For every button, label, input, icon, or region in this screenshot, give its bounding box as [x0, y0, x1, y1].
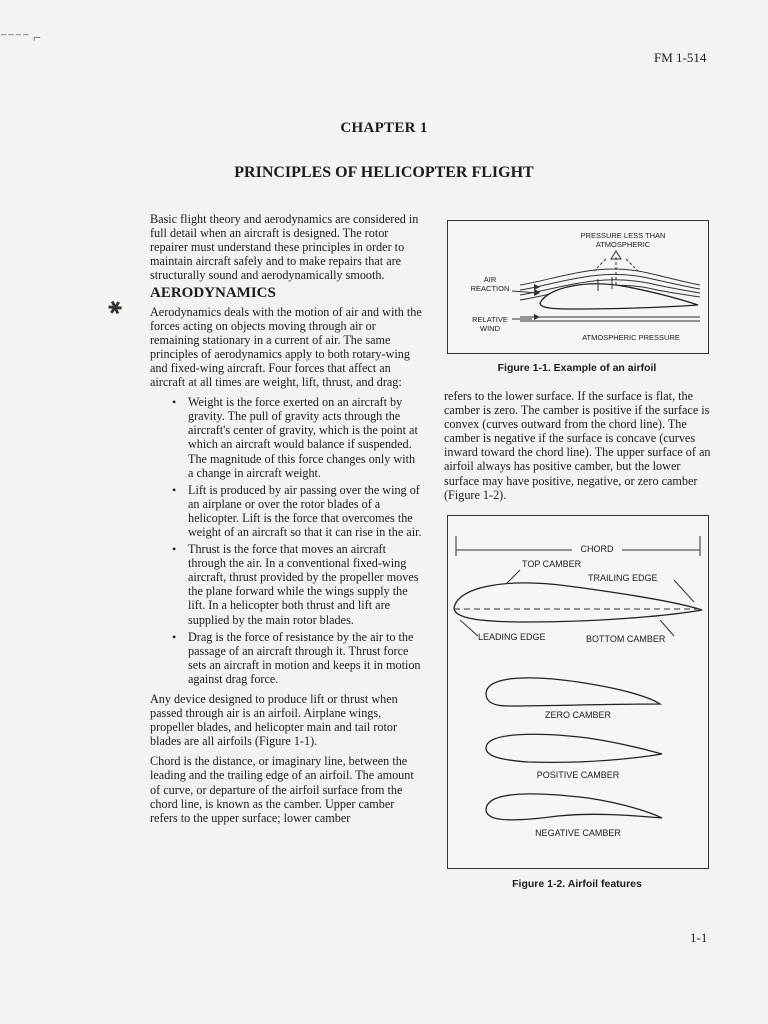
label-zero-camber: ZERO CAMBER [544, 710, 611, 720]
chord-paragraph: Chord is the distance, or imaginary line, between the leading and the trailing edge of an airfoil. The amount of curve, or departure of the airfoil surface from the chord line, is known as the camber. Upper camber refers to the upper surface; lower camber [150, 754, 414, 825]
list-item-weight: • Weight is the force exerted on an aircraft by gravity. The pull of gravity acts through the aircraft's center of gravity, which is the point at which an aircraft would balance if suspended. The magnitude of this force changes only with a change in aircraft weight. [150, 395, 422, 480]
document-code: FM 1-514 [654, 50, 707, 65]
label-air-reaction: AIR REACTION [470, 275, 510, 293]
page-title: PRINCIPLES OF HELICOPTER FLIGHT [234, 164, 534, 181]
label-relative-wind: RELATIVE WIND [472, 315, 508, 333]
label-leading-edge: LEADING EDGE [478, 632, 546, 642]
camber-paragraph: refers to the lower surface. If the surface is flat, the camber is zero. The camber is positive if the surface is convex (curves outward from the chord line). The camber is negative if the surface is concave (curves inward toward the chord line). The upper surface of an airfoil always has positive camber, but the lower surface may have positive, negative, or zero camber (Figure 1-2). [444, 389, 711, 502]
label-positive-camber: POSITIVE CAMBER [536, 770, 620, 780]
label-pressure-less: PRESSURE LESS THAN ATMOSPHERIC [580, 231, 666, 249]
label-chord: CHORD [580, 544, 614, 554]
figure-1-2-box [447, 515, 709, 869]
right-column [444, 389, 714, 502]
aerodynamics-paragraph: Aerodynamics deals with the motion of air and with the forces acting on objects moving through air or remaining stationary in a current of air. The same principles of aerodynamics apply to both rotary-wing and fixed-wing aircraft. Four forces that affect an aircraft at all times are weight, lift, thrust, and drag: [150, 304, 422, 390]
chapter-heading: CHAPTER 1 [340, 120, 428, 136]
list-item-drag: • Drag is the force of resistance by the air to the passage of an aircraft through it. Thrust force sets an aircraft in motion and keeps it in motion against drag force. [150, 630, 422, 686]
forces-list [150, 395, 422, 686]
page-number: 1-1 [690, 930, 708, 945]
intro-paragraph: Basic flight theory and aerodynamics are considered in full detail when an aircraft is designed. The rotor repairer must understand these principles in order to maintain aircraft safely and to make repairs that are structurally sound and aerodynamically smooth. [150, 212, 419, 283]
figure-1-1-caption: Figure 1-1. Example of an airfoil [497, 362, 657, 374]
airfoil-paragraph: Any device designed to produce lift or thrust when passed through air is an airfoil. Airplane wings, propeller blades, and helicopter main and tail rotor blades are all airfoils (Figure 1-1). [150, 692, 398, 749]
left-column [150, 212, 422, 825]
scan-smudge: ⁻⁻⁻⁻ ⌐ [0, 31, 41, 46]
label-negative-camber: NEGATIVE CAMBER [535, 828, 621, 838]
list-item-lift: • Lift is produced by air passing over the wing of an airplane or over the rotor blades of a helicopter. Lift is the force that overcomes the weight of an aircraft so that it can rise in the air. [150, 483, 422, 539]
figure-1-2-caption: Figure 1-2. Airfoil features [512, 878, 642, 890]
list-item-thrust: • Thrust is the force that moves an aircraft through the air. In a conventional fixed-wing aircraft, thrust provided by the propeller moves the plane forward while the wings supply the lift. In a helicopter both thrust and lift are supplied by the main rotor blades. [150, 542, 422, 627]
label-bottom-camber: BOTTOM CAMBER [586, 634, 666, 644]
margin-annotation-icon: ✱ [104, 295, 127, 321]
label-top-camber: TOP CAMBER [522, 559, 582, 569]
label-trailing-edge: TRAILING EDGE [588, 573, 658, 583]
figure-1-1-box [447, 220, 709, 354]
section-heading-aerodynamics: AERODYNAMICS [150, 285, 276, 302]
label-atmospheric-pressure: ATMOSPHERIC PRESSURE [582, 333, 680, 342]
